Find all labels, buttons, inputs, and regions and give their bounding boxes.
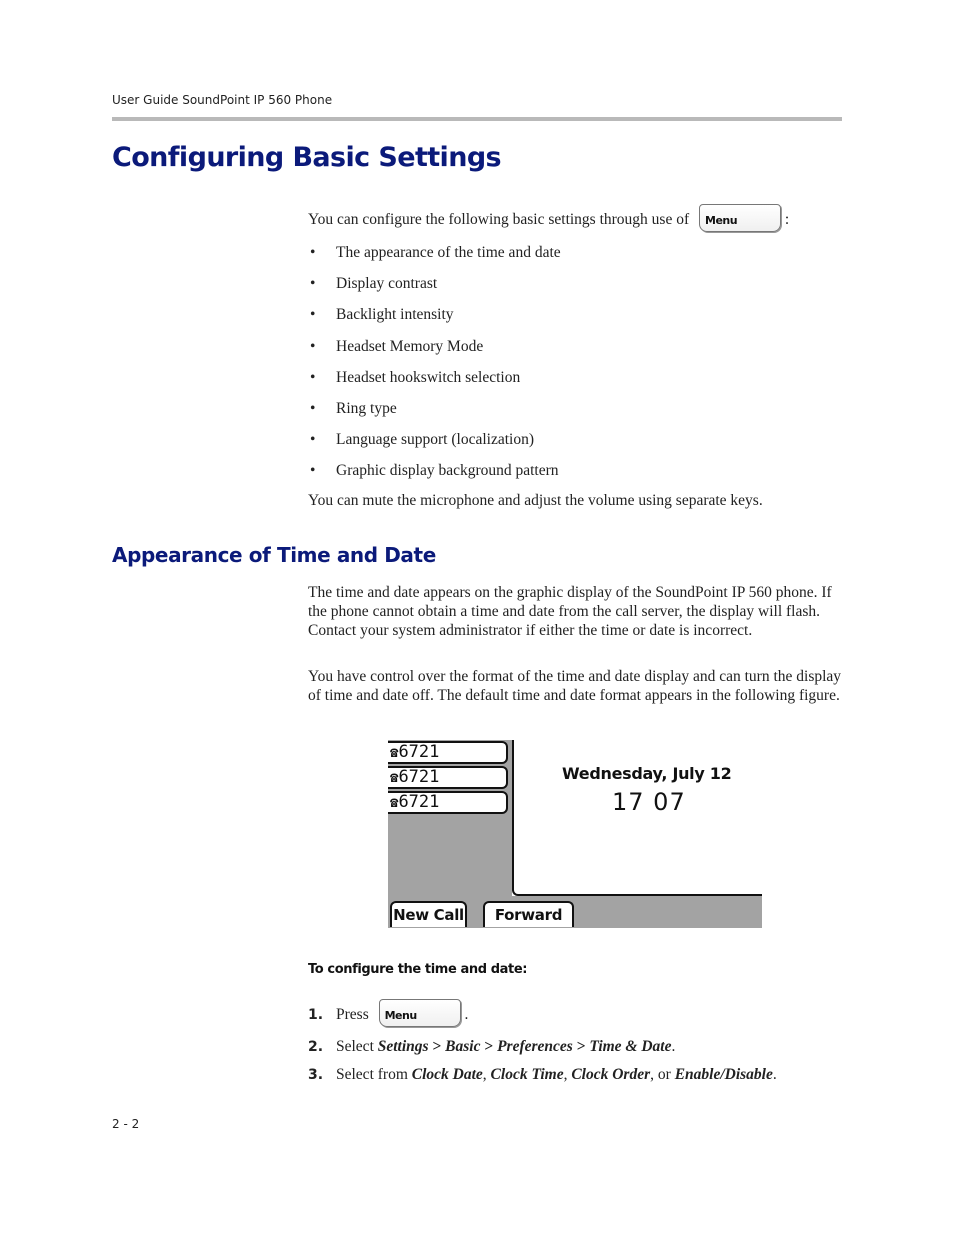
list-item: • Ring type	[310, 399, 397, 417]
new-call-softkey: New Call	[390, 901, 467, 927]
forward-softkey: Forward	[483, 901, 574, 927]
list-item: • Graphic display background pattern	[310, 462, 559, 480]
intro-paragraph	[308, 207, 844, 233]
line-key-1: ☎6721	[388, 741, 508, 764]
list-item: • Headset hookswitch selection	[310, 368, 521, 386]
display-date: Wednesday, July 12	[562, 764, 732, 783]
settings-list	[308, 243, 561, 493]
menu-key-label: Menu	[705, 214, 738, 228]
time-date-paragraph: The time and date appears on the graphic display of the SoundPoint IP 560 phone. If the phone cannot obtain a time and date from the call server, the display will flash. Contact your system administrator if either the time or date is incorrect.	[308, 584, 832, 639]
list-item: • Display contrast	[310, 275, 438, 293]
menu-key-icon	[379, 999, 461, 1027]
menu-key-label: Menu	[384, 1009, 417, 1023]
line-key-2: ☎6721	[388, 766, 508, 789]
list-item: • Language support (localization)	[310, 431, 534, 449]
step-1: 1. Press Menu .	[308, 1002, 468, 1028]
format-paragraph: You have control over the format of the time and date display and can turn the display of time and date off. The default time and date format appears in the following figure.	[308, 668, 842, 704]
line-key-area	[388, 740, 512, 902]
mute-note: You can mute the microphone and adjust the volume using separate keys.	[308, 492, 763, 509]
subsection-title: Appearance of Time and Date	[112, 543, 436, 567]
display-time: 17 07	[612, 788, 686, 816]
step-3: 3. Select from Clock Date, Clock Time, Clock Order, or Enable/Disable.	[308, 1066, 777, 1083]
list-item: • Backlight intensity	[310, 306, 454, 324]
menu-key-icon	[699, 204, 781, 232]
phone-icon: ☎	[390, 770, 399, 786]
step-2: 2. Select Settings > Basic > Preferences > Time & Date.	[308, 1038, 676, 1055]
list-item: • The appearance of the time and date	[310, 244, 561, 261]
header-rule	[112, 117, 842, 121]
section-title: Configuring Basic Settings	[112, 142, 502, 173]
list-item: • Headset Memory Mode	[310, 337, 484, 355]
phone-icon: ☎	[390, 745, 399, 761]
intro-text: You can configure the following basic settings through use of	[308, 211, 690, 228]
line-key-3: ☎6721	[388, 791, 508, 814]
intro-suffix: :	[784, 211, 790, 228]
page-number: 2 - 2	[112, 1117, 140, 1131]
procedure-title: To configure the time and date:	[308, 962, 528, 977]
running-header: User Guide SoundPoint IP 560 Phone	[112, 93, 333, 107]
phone-display-figure	[388, 740, 762, 928]
phone-icon: ☎	[390, 795, 399, 811]
